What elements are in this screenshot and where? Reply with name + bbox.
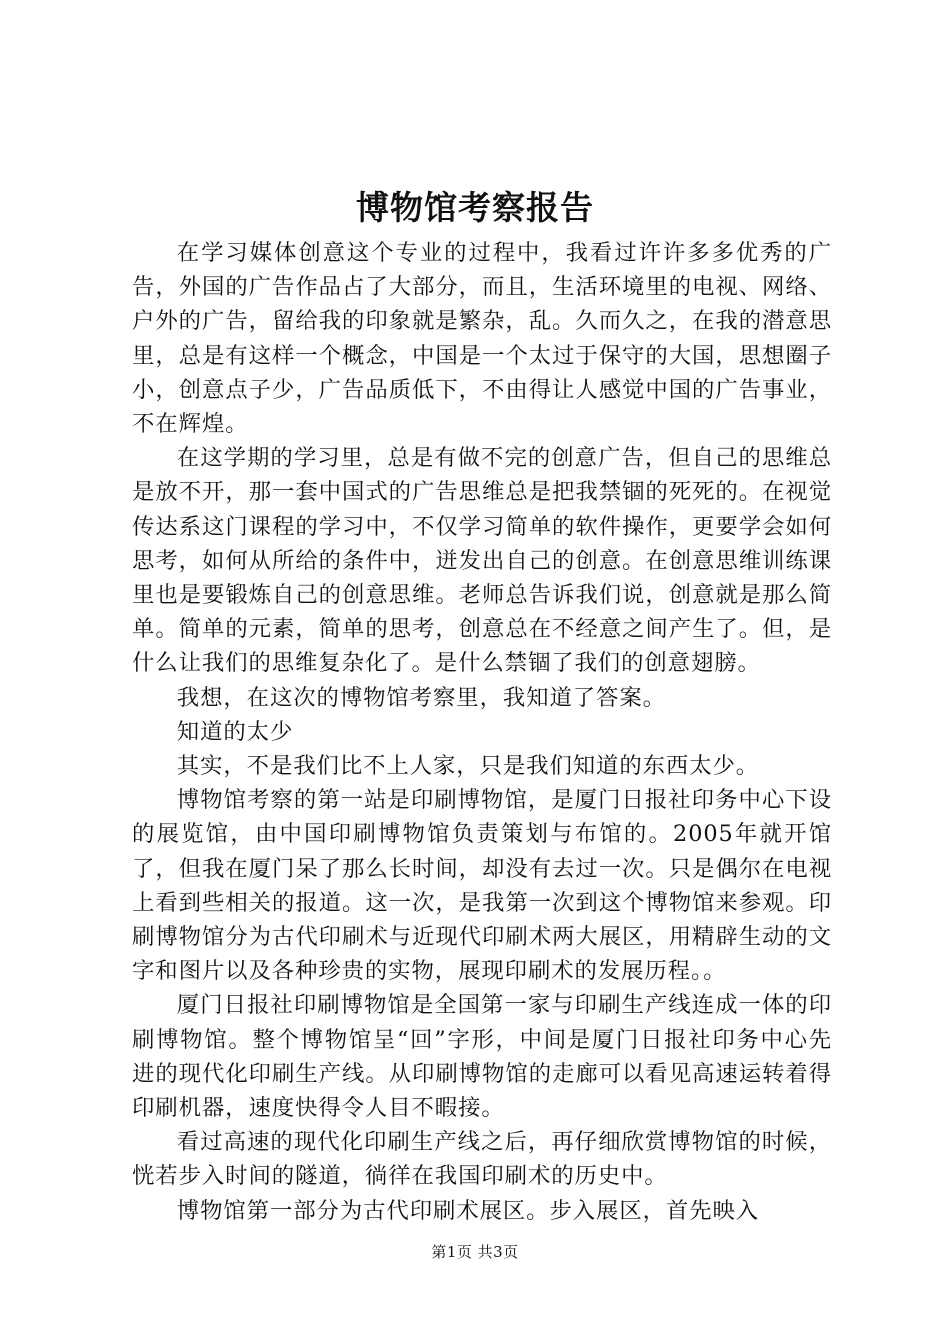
paragraph-5: 博物馆考察的第一站是印刷博物馆，是厦门日报社印务中心下设的展览馆，由中国印刷博物馆负责策划与布馆的。2005年就开馆了，但我在厦门呆了那么长时间，却没有去过一次。只是偶尔在电视上看到些相关的报道。这一次，是我第一次到这个博物馆来参观。印刷博物馆分为古代印刷术与近现代印刷术两大展区，用精辟生动的文字和图片以及各种珍贵的实物，展现印刷术的发展历程。。 bbox=[132, 787, 832, 985]
paragraph-7: 看过高速的现代化印刷生产线之后，再仔细欣赏博物馆的时候，恍若步入时间的隧道，徜徉在我国印刷术的历史中。 bbox=[132, 1129, 832, 1190]
paragraph-2: 在这学期的学习里，总是有做不完的创意广告，但自己的思维总是放不开，那一套中国式的广告思维总是把我禁锢的死死的。在视觉传达系这门课程的学习中，不仅学习简单的软件操作，更要学会如何思考，如何从所给的条件中，迸发出自己的创意。在创意思维训练课里也是要锻炼自己的创意思维。老师总告诉我们说，创意就是那么简单。简单的元素，简单的思考，创意总在不经意之间产生了。但，是什么让我们的思维复杂化了。是什么禁锢了我们的创意翅膀。 bbox=[132, 445, 832, 677]
document-title: 博物馆考察报告 bbox=[356, 188, 594, 227]
paragraph-1: 在学习媒体创意这个专业的过程中，我看过许许多多优秀的广告，外国的广告作品占了大部分，而且，生活环境里的电视、网络、户外的广告，留给我的印象就是繁杂，乱。久而久之，在我的潜意思里，总是有这样一个概念，中国是一个太过于保守的大国，思想圈子小，创意点子少，广告品质低下，不由得让人感觉中国的广告事业，不在辉煌。 bbox=[132, 240, 832, 438]
paragraph-3: 我想，在这次的博物馆考察里，我知道了答案。 bbox=[176, 684, 666, 711]
paragraph-6: 厦门日报社印刷博物馆是全国第一家与印刷生产线连成一体的印刷博物馆。整个博物馆呈“回”字形，中间是厦门日报社印务中心先进的现代化印刷生产线。从印刷博物馆的走廊可以看见高速运转着得印刷机器，速度快得令人目不暇接。 bbox=[132, 992, 832, 1122]
paragraph-4: 其实，不是我们比不上人家，只是我们知道的东西太少。 bbox=[176, 753, 760, 780]
page-footer: 第1页 共3页 bbox=[431, 1243, 519, 1261]
paragraph-8: 博物馆第一部分为古代印刷术展区。步入展区，首先映入 bbox=[176, 1197, 760, 1224]
document-body bbox=[132, 236, 832, 1228]
section-heading: 知道的太少 bbox=[176, 718, 294, 745]
